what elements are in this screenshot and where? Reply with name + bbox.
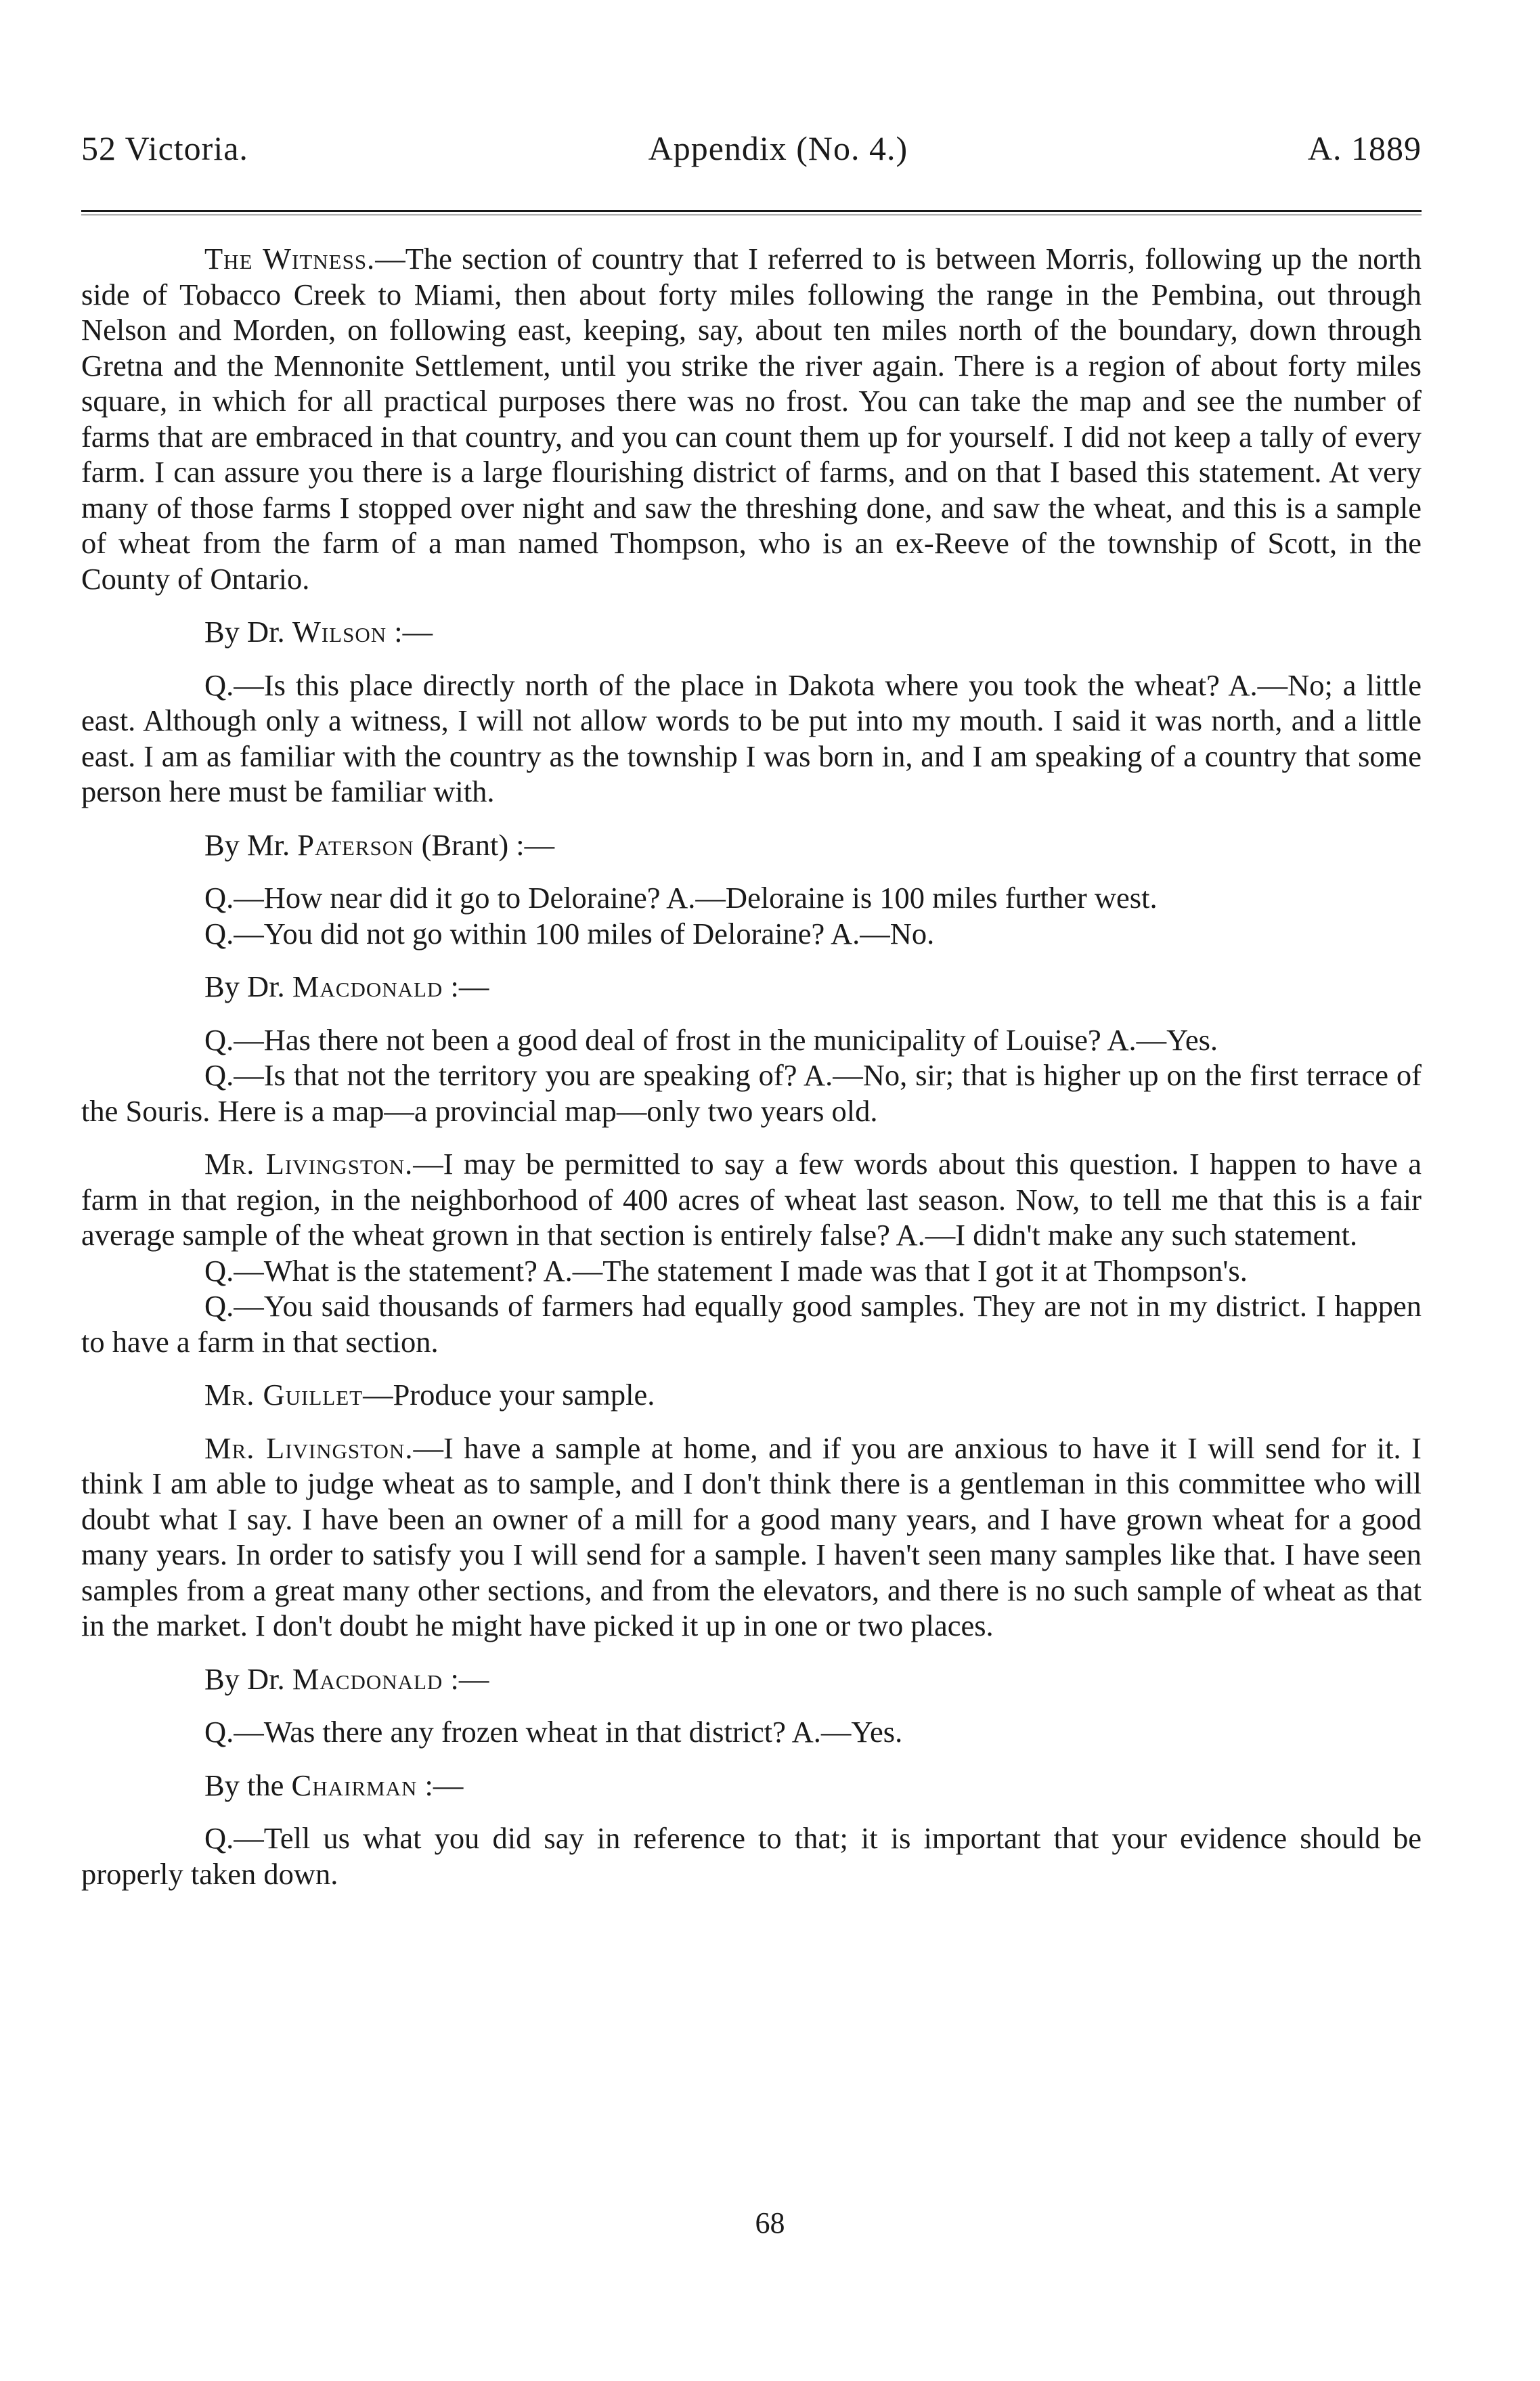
examiner-cue xyxy=(81,827,1422,863)
cue-name: Macdonald xyxy=(292,969,443,1003)
paragraph xyxy=(81,1714,1422,1750)
header-session: 52 Victoria. xyxy=(81,129,248,167)
paragraph-text: —The section of country that I referred to is between Morris, following up the north side of Tobacco Creek to Miami, then about forty miles following the range in the Pembina, out through Nelson and Morden, on following east, keeping, say, about ten miles north of the boundary, down through Gretna and the Mennonite Settlement, until you strike the river again. There is a region of about forty miles square, in which for all practical purposes there was no frost. You can take the map and see the number of farms that are embraced in that country, and you can count them up for yourself. I did not keep a tally of every farm. I can assure you there is a large flourishing district of farms, and on that I based this statement. At very many of those farms I stopped over night and saw the threshing done, and saw the wheat, and this is a sample of wheat from the farm of a man named Thompson, who is an ex-Reeve of the township of Scott, in the County of Ontario. xyxy=(81,242,1422,596)
examiner-cue xyxy=(81,614,1422,650)
cue-name: Chairman xyxy=(291,1768,418,1802)
paragraph-text: Q.—How near did it go to Deloraine? A.—Deloraine is 100 miles further west. xyxy=(204,881,1158,915)
cue-prefix: By Dr. xyxy=(204,1661,292,1696)
cue-prefix: By Dr. xyxy=(204,615,292,649)
paragraph-text: Q.—Was there any frozen wheat in that district? A.—Yes. xyxy=(204,1715,903,1749)
cue-suffix: (Brant) :— xyxy=(414,827,555,862)
speaker-name: Mr. Livingston. xyxy=(204,1147,414,1181)
paragraph-text: Q.—What is the statement? A.—The statement I made was that I got it at Thompson's. xyxy=(204,1253,1248,1288)
cue-prefix: By the xyxy=(204,1768,292,1802)
paragraph xyxy=(81,241,1422,596)
document-page xyxy=(81,129,1422,1892)
paragraph-text: —Produce your sample. xyxy=(363,1378,655,1412)
paragraph-text: —I may be permitted to say a few words about this question. I happen to have a farm in that region, in the neighborhood of 400 acres of wheat last season. Now, to tell me that this is a fair average sample of the wheat grown in that section is entirely false? A.—I didn't make any such statement. xyxy=(81,1147,1422,1252)
header-year: A. 1889 xyxy=(1307,129,1422,167)
cue-name: Paterson xyxy=(297,827,414,862)
paragraph xyxy=(81,668,1422,810)
header-appendix: Appendix (No. 4.) xyxy=(648,129,908,167)
cue-suffix: :— xyxy=(443,1661,489,1696)
speaker-name: The Witness. xyxy=(204,242,376,276)
paragraph xyxy=(81,1820,1422,1892)
paragraph xyxy=(81,1253,1422,1289)
document-body xyxy=(81,241,1422,1892)
cue-name: Macdonald xyxy=(292,1661,443,1696)
paragraph-text: Q.—You did not go within 100 miles of Deloraine? A.—No. xyxy=(204,916,935,951)
paragraph xyxy=(81,1146,1422,1253)
paragraph xyxy=(81,916,1422,952)
examiner-cue xyxy=(81,969,1422,1005)
cue-suffix: :— xyxy=(417,1768,464,1802)
paragraph xyxy=(81,1022,1422,1058)
cue-suffix: :— xyxy=(387,615,433,649)
cue-prefix: By Dr. xyxy=(204,969,292,1003)
speaker-name: Mr. Guillet xyxy=(204,1378,364,1412)
examiner-cue xyxy=(81,1768,1422,1804)
cue-suffix: :— xyxy=(443,969,489,1003)
paragraph xyxy=(81,880,1422,916)
speaker-name: Mr. Livingston. xyxy=(204,1430,414,1465)
paragraph xyxy=(81,1057,1422,1129)
header-rule xyxy=(81,210,1422,215)
running-header xyxy=(81,129,1422,168)
paragraph xyxy=(81,1377,1422,1413)
paragraph-text: Q.—You said thousands of farmers had equally good samples. They are not in my district. I happen to have a farm in that section. xyxy=(81,1289,1422,1359)
cue-prefix: By Mr. xyxy=(204,827,298,862)
examiner-cue xyxy=(81,1661,1422,1697)
paragraph-text: Q.—Tell us what you did say in reference to that; it is important that your evidence should be properly taken down. xyxy=(81,1821,1422,1891)
paragraph-text: —I have a sample at home, and if you are anxious to have it I will send for it. I think I am able to judge wheat as to sample, and I don't think there is a gentleman in this committee who will doubt what I say. I have been an owner of a mill for a good many years, and I have grown wheat for a good many years. In order to satisfy you I will send for a sample. I haven't seen many samples like that. I have seen samples from a great many other sections, and from the elevators, and there is no such sample of wheat as that in the market. I don't doubt he might have picked it up in one or two places. xyxy=(81,1430,1422,1642)
page-number: 68 xyxy=(755,2206,785,2240)
paragraph-text: Q.—Has there not been a good deal of frost in the municipality of Louise? A.—Yes. xyxy=(204,1022,1218,1057)
paragraph xyxy=(81,1288,1422,1359)
paragraph-text: Q.—Is this place directly north of the place in Dakota where you took the wheat? A.—No; a little east. Although only a witness, I will not allow words to be put into my mouth. I said it was north, and a little east. I am as familiar with the country as the township I was born in, and I am speaking of a country that some person here must be familiar with. xyxy=(81,668,1422,808)
paragraph-text: Q.—Is that not the territory you are speaking of? A.—No, sir; that is higher up on the first terrace of the Souris. Here is a map—a provincial map—only two years old. xyxy=(81,1058,1422,1128)
cue-name: Wilson xyxy=(292,615,387,649)
paragraph xyxy=(81,1430,1422,1644)
